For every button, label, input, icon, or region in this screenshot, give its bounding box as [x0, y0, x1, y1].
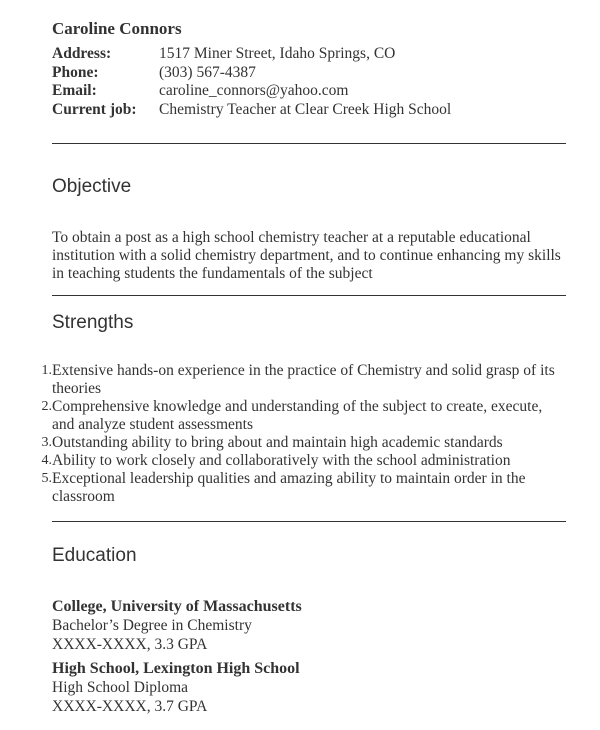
objective-heading: Objective [52, 176, 132, 197]
list-number: 4. [41, 453, 52, 468]
list-text: Ability to work closely and collaboratively with the school administration [52, 452, 511, 469]
list-text: Extensive hands-on experience in the practice of Chemistry and solid grasp of its theories [52, 362, 555, 397]
list-number: 1. [41, 363, 52, 378]
list-item [30, 398, 570, 434]
education-detail: XXXX-XXXX, 3.3 GPA [52, 636, 208, 653]
list-item [30, 434, 570, 452]
list-item [30, 452, 570, 470]
objective-text: To obtain a post as a high school chemistry teacher at a reputable educational institution with a solid chemistry department, and to continue enhancing my skills in teaching students the fundamentals of the subject [52, 229, 561, 282]
contact-row-address [52, 45, 451, 64]
list-text: Exceptional leadership qualities and amazing ability to maintain order in the classroom [52, 470, 526, 505]
applicant-name: Caroline Connors [52, 19, 182, 38]
education-detail: XXXX-XXXX, 3.7 GPA [52, 698, 208, 715]
contact-row-current-job [52, 101, 451, 120]
contact-label: Address: [52, 45, 112, 62]
section-divider [52, 143, 566, 144]
contact-row-email [52, 82, 451, 101]
contact-value: (303) 567-4387 [159, 63, 256, 81]
section-divider [52, 295, 566, 296]
list-number: 2. [41, 399, 52, 414]
list-text: Comprehensive knowledge and understanding of the subject to create, execute, and analyze student assessments [52, 398, 543, 433]
school-name: High School, Lexington High School [52, 660, 300, 677]
list-number: 5. [41, 471, 52, 486]
contact-value: caroline_connors@yahoo.com [159, 82, 349, 99]
strengths-heading: Strengths [52, 312, 134, 333]
school-name: College, University of Massachusetts [52, 598, 302, 615]
education-entry-college [52, 597, 552, 654]
degree-name: Bachelor’s Degree in Chemistry [52, 617, 252, 634]
list-number: 3. [41, 435, 52, 450]
degree-name: High School Diploma [52, 679, 189, 696]
contact-label: Phone: [52, 63, 99, 81]
list-text: Outstanding ability to bring about and maintain high academic standards [52, 434, 503, 451]
strengths-list [30, 362, 570, 506]
list-item [30, 362, 570, 398]
contact-value: 1517 Miner Street, Idaho Springs, CO [159, 45, 396, 62]
contact-label: Email: [52, 82, 97, 99]
education-entry-high-school [52, 659, 552, 716]
education-heading: Education [52, 545, 137, 566]
contact-row-phone [52, 64, 451, 83]
section-divider [52, 521, 566, 522]
list-item [30, 470, 570, 506]
contact-label: Current job: [52, 100, 137, 118]
contact-value: Chemistry Teacher at Clear Creek High School [159, 100, 452, 118]
contact-details [52, 45, 451, 119]
